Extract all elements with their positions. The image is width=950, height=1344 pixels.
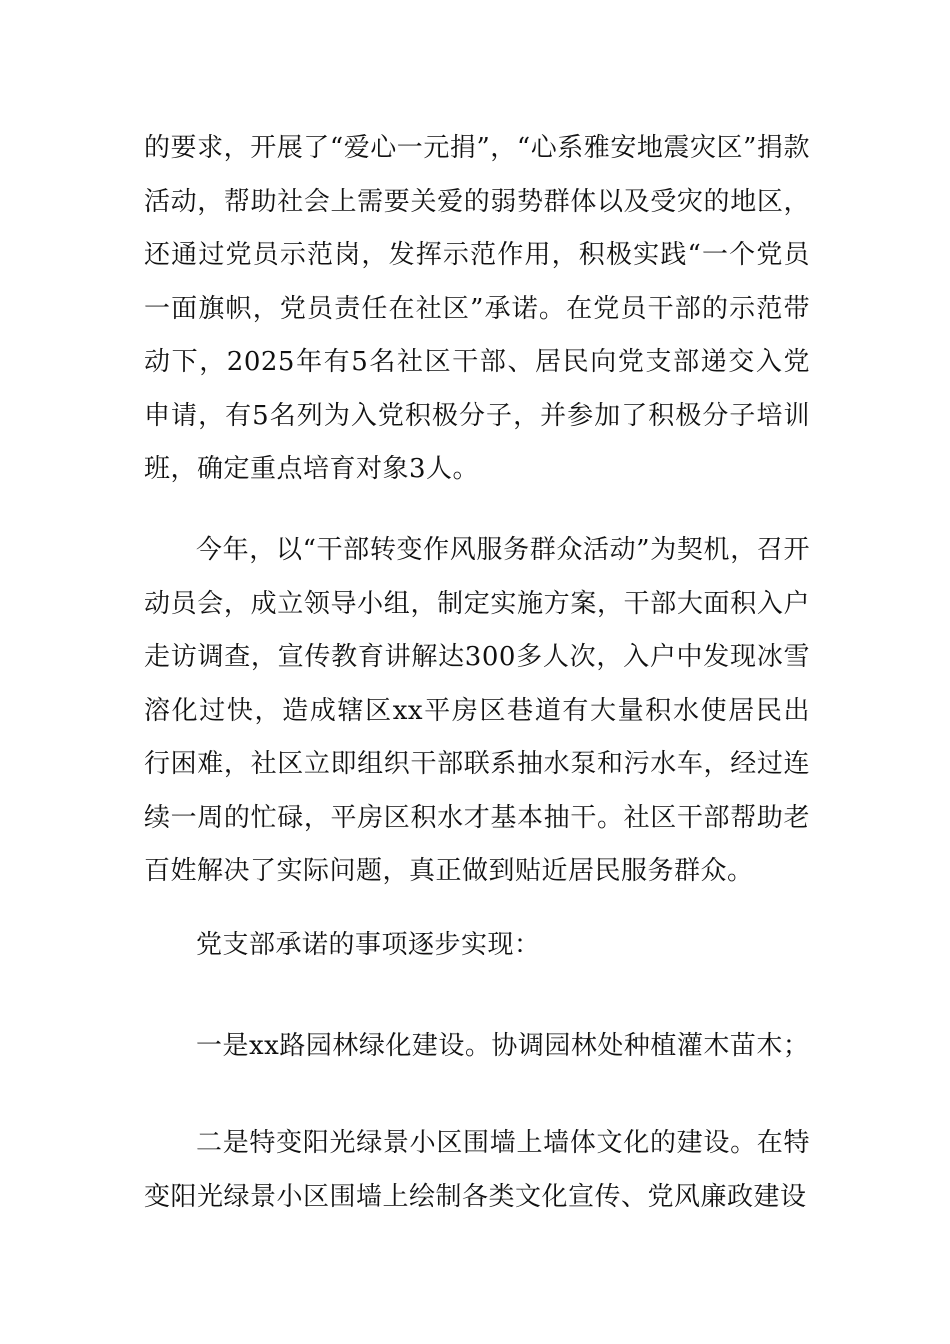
paragraph-4: 一是xx路园林绿化建设。协调园林处种植灌木苗木； (196, 1031, 810, 1061)
paragraph-5: 二是特变阳光绿景小区围墙上墙体文化的建设。在特变阳光绿景小区围墙上绘制各类文化宣传、党风廉政建设 (144, 1128, 810, 1212)
paragraph-3: 党支部承诺的事项逐步实现： (196, 930, 541, 960)
paragraph-2: 今年，以“干部转变作风服务群众活动”为契机，召开动员会，成立领导小组，制定实施方案，干部大面积入户走访调查，宣传教育讲解达300多人次，入户中发现冰雪溶化过快，造成辖区xx平房区巷道有大量积水使居民出行困难，社区立即组织干部联系抽水泵和污水车，经过连续一周的忙碌，平房区积水才基本抽干。社区干部帮助老百姓解决了实际问题，真正做到贴近居民服务群众。 (144, 535, 810, 886)
paragraph-1: 的要求，开展了“爱心一元捐”，“心系雅安地震灾区”捐款活动，帮助社会上需要关爱的弱势群体以及受灾的地区，还通过党员示范岗，发挥示范作用，积极实践“一个党员一面旗帜，党员责任在社区”承诺。在党员干部的示范带动下，2025年有5名社区干部、居民向党支部递交入党申请，有5名列为入党积极分子，并参加了积极分子培训班，确定重点培育对象3人。 (144, 133, 810, 484)
